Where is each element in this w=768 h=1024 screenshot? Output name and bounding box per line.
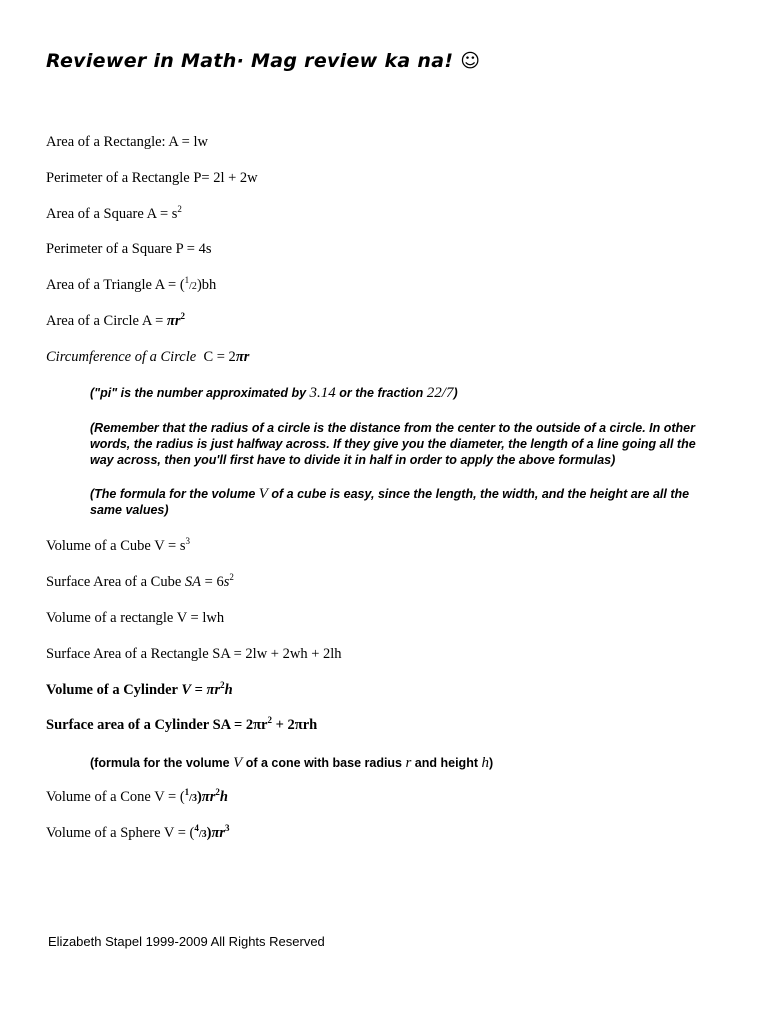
exponent: 3: [185, 536, 190, 547]
pi-r: πr: [211, 825, 226, 841]
paren-close: ): [206, 825, 212, 841]
fraction-denominator: /2: [189, 281, 197, 292]
var-s: s: [223, 574, 230, 590]
copyright-footer: Elizabeth Stapel 1999-2009 All Rights Reserved: [48, 934, 325, 949]
formula-text: Surface Area of a Cube: [46, 574, 185, 590]
note-cone: [90, 755, 710, 771]
formula-cube-surface: [46, 574, 234, 591]
var-h: h: [219, 789, 228, 805]
note-close: ): [453, 386, 458, 400]
formula-cube-volume: [46, 538, 190, 555]
pi-r: πr: [166, 313, 181, 329]
formula-text: Volume of a Cylinder: [46, 682, 182, 698]
formula-eq: =: [191, 682, 207, 698]
exponent: 2: [220, 680, 225, 691]
note-text-d: ): [488, 756, 494, 770]
note-text: (formula for the volume: [90, 756, 234, 770]
exponent: 2: [177, 204, 182, 215]
formula-circle-area: [46, 313, 185, 330]
note-text-rest: of a cube is easy, since the length, the width, and the height are all the same values): [90, 487, 690, 517]
formula-text: Volume of a Cube V = s: [46, 538, 186, 554]
formula-text: Volume of a Cone V = (: [46, 789, 185, 805]
formula-tail: + 2πrh: [271, 717, 318, 733]
fraction-numerator: 1: [184, 787, 190, 798]
note-pi: [90, 385, 710, 401]
note-open: (: [90, 386, 95, 400]
fraction-denominator: /3: [189, 793, 197, 804]
note-value: 3.14: [309, 385, 336, 401]
formula-square-area: [46, 206, 182, 223]
formula-text: Volume of a rectangle V = lwh: [46, 610, 225, 626]
formula-text: Surface area of a Cylinder SA = 2πr: [46, 717, 268, 733]
exponent: 2: [215, 787, 220, 798]
formula-rectangle-volume: [46, 610, 224, 627]
note-radius: (Remember that the radius of a circle is the distance from the center to the outside of a circle. In other words, the radius is just halfway across. If they give you the diameter, the length of a line going all the way across, then you'll first have to divide it in half in order to apply the above formulas): [90, 421, 696, 467]
var-r: r: [405, 755, 412, 771]
formula-text: Perimeter of a Rectangle P= 2l + 2w: [46, 170, 258, 186]
var-v: V: [233, 755, 243, 771]
formula-text: Area of a Rectangle: A = lw: [46, 134, 208, 150]
var-v: V: [258, 486, 268, 502]
var-sa: SA: [184, 574, 202, 590]
note-cube: [90, 486, 710, 518]
formula-eq: C = 2: [203, 349, 236, 365]
exponent: 3: [225, 823, 230, 834]
formula-label: Circumference of a Circle: [46, 349, 197, 365]
formula-eq: = 6: [201, 574, 224, 590]
var-v: V: [181, 682, 192, 698]
formula-text: Area of a Square A = s: [46, 206, 178, 222]
note-text-c: and height: [411, 756, 482, 770]
formula-text: Area of a Triangle A = (: [46, 277, 185, 293]
formula-circumference: [46, 349, 249, 366]
note-text: (The formula for the volume: [90, 487, 259, 501]
pi-r: πr: [235, 349, 250, 365]
pi-r: πr: [201, 789, 216, 805]
formula-text: Volume of a Sphere V = (: [46, 825, 195, 841]
fraction-numerator: 4: [194, 823, 199, 834]
exponent: 2: [267, 715, 272, 726]
note-text: "pi" is the number approximated by: [94, 386, 310, 400]
fraction-denominator: /3: [198, 829, 207, 840]
formula-square-perimeter: [46, 241, 212, 258]
var-h: h: [481, 755, 489, 771]
formula-rectangle-area: [46, 134, 208, 151]
var-h: h: [224, 682, 233, 698]
formula-text: Perimeter of a Square P = 4s: [46, 241, 212, 257]
formula-sphere-volume: [46, 825, 230, 842]
formula-cylinder-volume: [46, 682, 233, 699]
formula-cylinder-surface: [46, 717, 317, 734]
formula-rectangle-surface: [46, 646, 342, 663]
note-text-mid: or the fraction: [335, 386, 427, 400]
formula-text: Area of a Circle A =: [46, 313, 167, 329]
formula-rectangle-perimeter: [46, 170, 258, 187]
formula-tail: )bh: [196, 277, 217, 293]
paren-close: ): [196, 789, 202, 805]
note-text-b: of a cone with base radius: [242, 756, 406, 770]
note-fraction: 22/7: [426, 385, 454, 401]
page-title: Reviewer in Math· Mag review ka na! ☺: [46, 50, 481, 72]
exponent: 2: [180, 311, 185, 322]
pi-r: πr: [206, 682, 221, 698]
formula-text: Surface Area of a Rectangle SA = 2lw + 2wh + 2lh: [46, 646, 342, 662]
formula-cone-volume: [46, 789, 228, 806]
fraction-numerator: 1: [184, 275, 190, 286]
formula-triangle-area: [46, 277, 216, 294]
exponent: 2: [229, 572, 234, 583]
